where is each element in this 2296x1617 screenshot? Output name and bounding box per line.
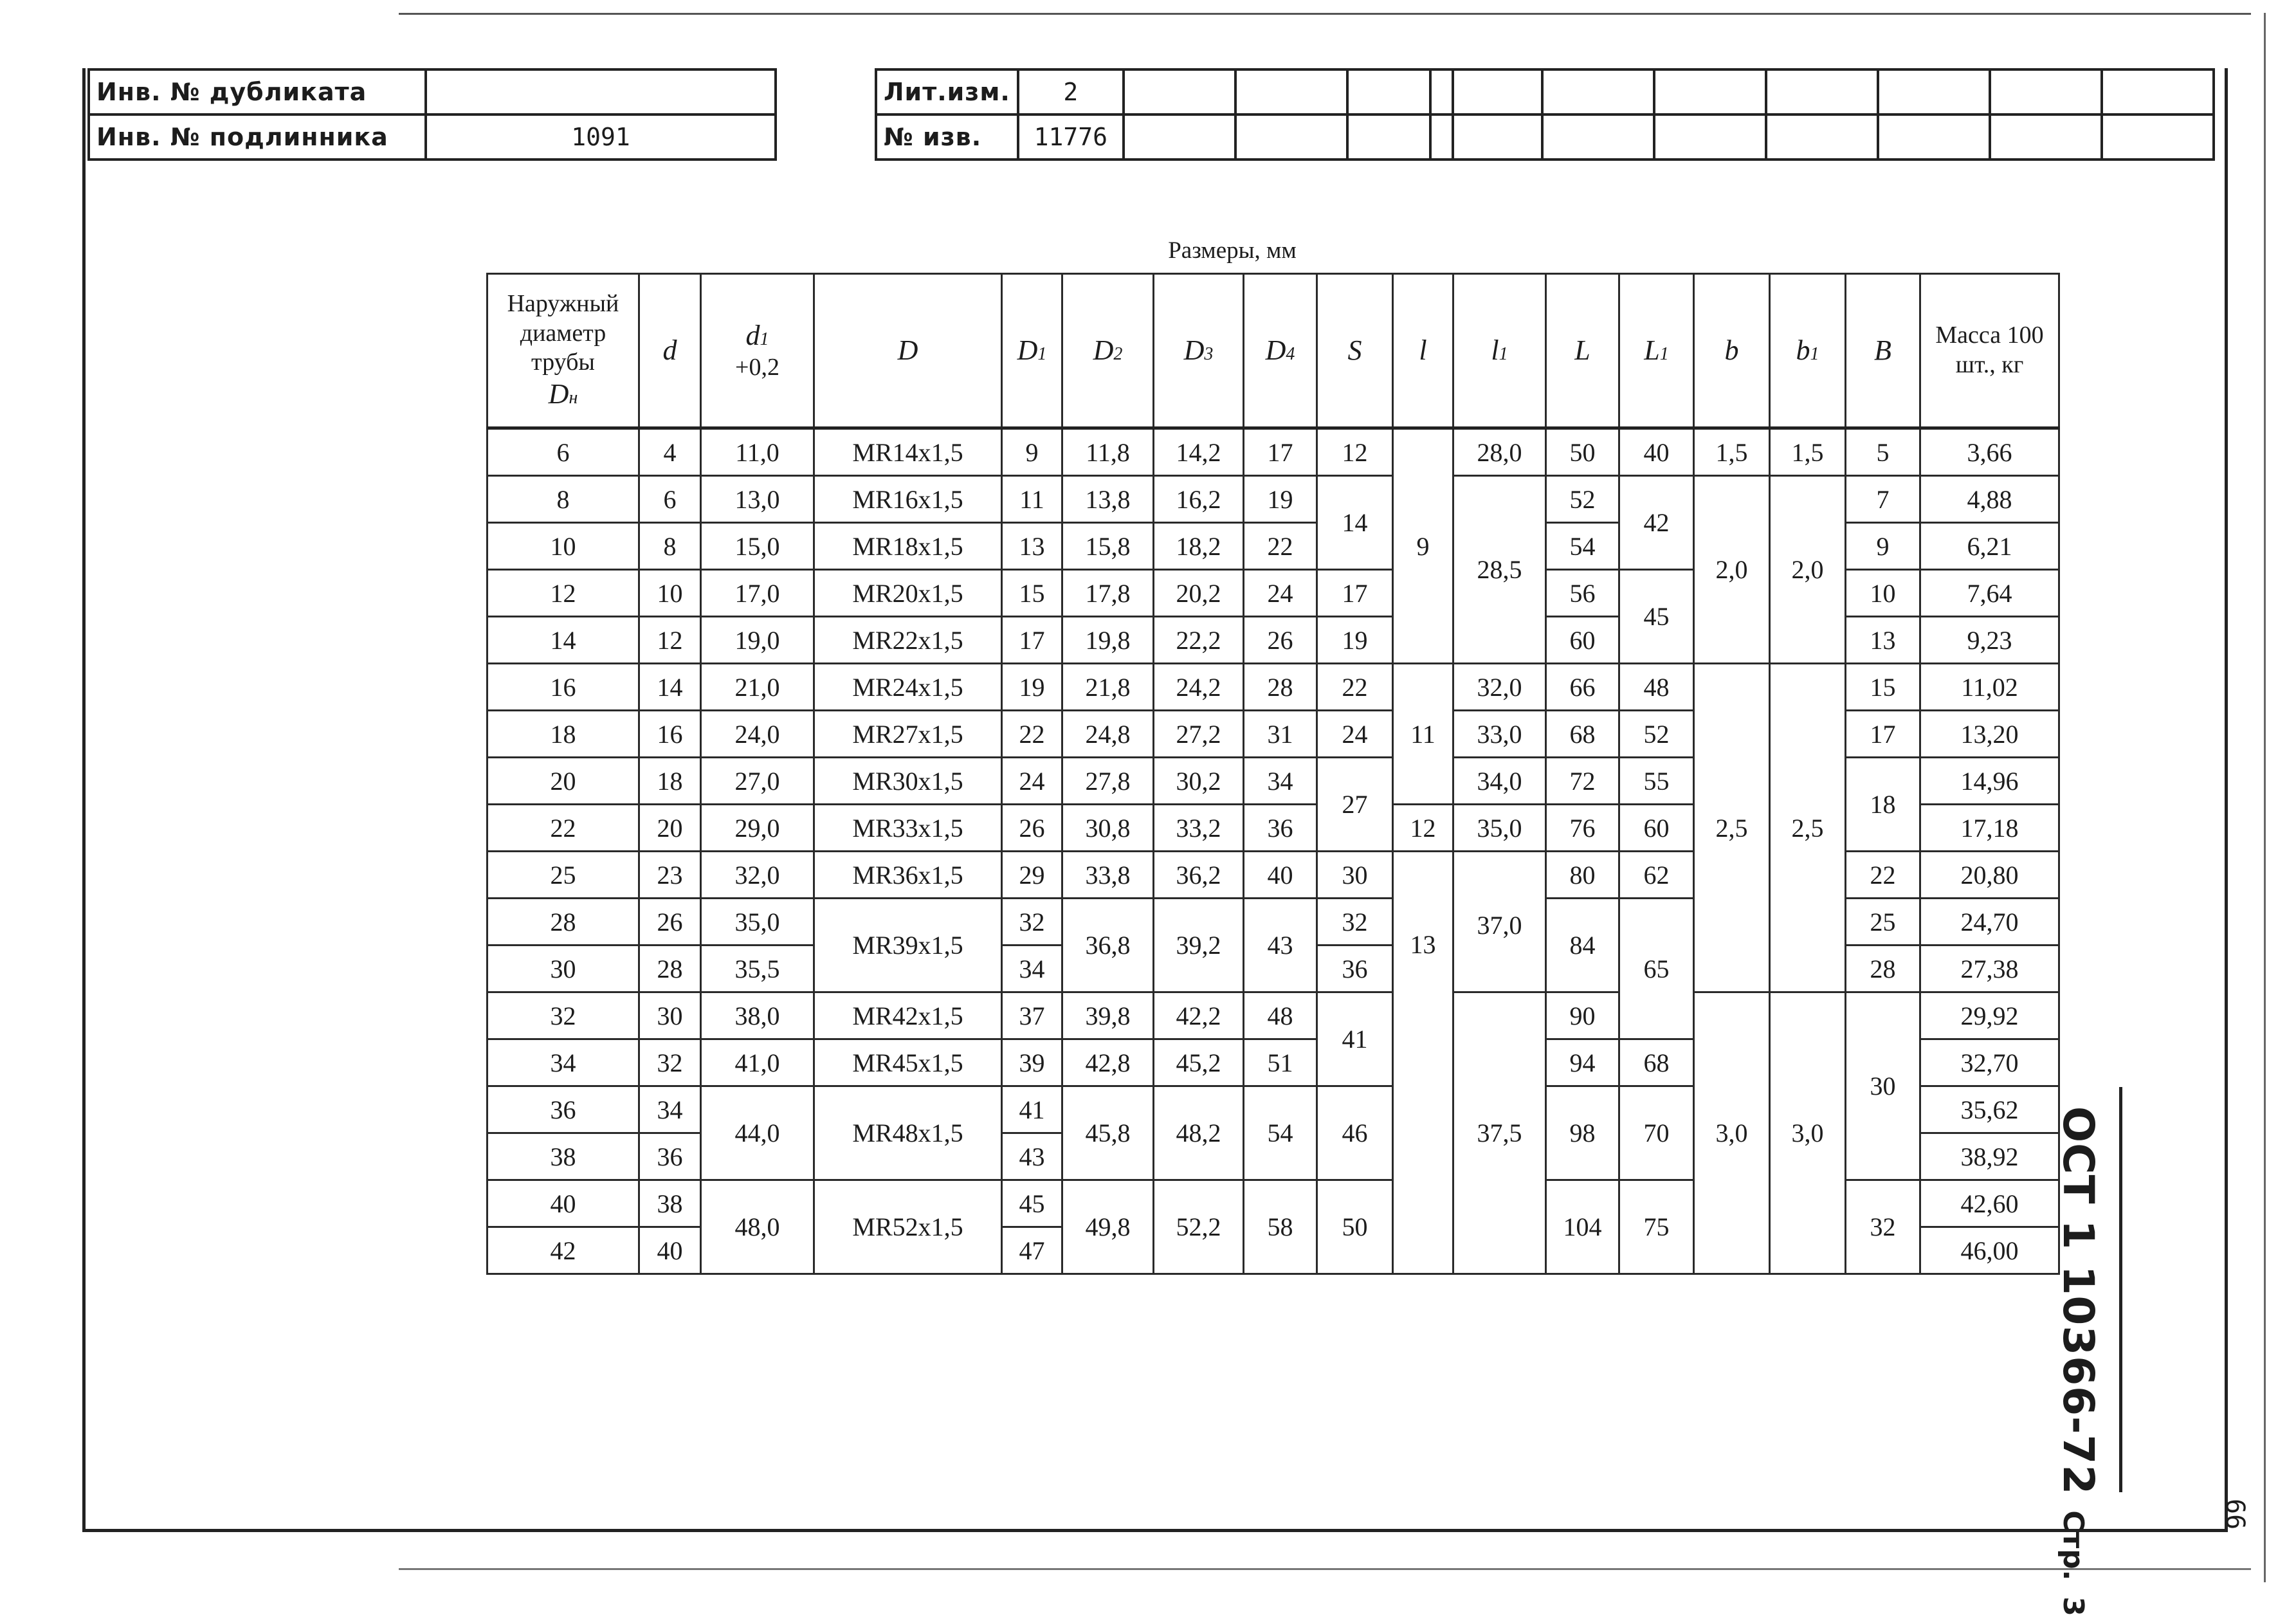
cell: 26 (1002, 805, 1062, 852)
cell: 14 (639, 664, 701, 711)
col-B: B (1846, 274, 1920, 428)
cell: 52 (1546, 476, 1619, 523)
col-D3: D3 (1154, 274, 1244, 428)
cell: 11,0 (701, 428, 814, 476)
cell: 12 (1393, 805, 1453, 852)
cell: 11 (1393, 664, 1453, 805)
cell: MR36x1,5 (814, 852, 1002, 899)
cell: 38 (487, 1133, 639, 1180)
col-b1: b1 (1770, 274, 1846, 428)
cell: 25 (487, 852, 639, 899)
cell: 104 (1546, 1180, 1619, 1274)
cell: 39 (1002, 1039, 1062, 1086)
col-d: d (639, 274, 701, 428)
cell: 30 (487, 946, 639, 992)
cell: 40 (1619, 428, 1694, 476)
cell: 5 (1846, 428, 1920, 476)
cell: 2,5 (1694, 664, 1770, 992)
cell: 11,02 (1920, 664, 2059, 711)
cell: 41 (1317, 992, 1393, 1086)
sheet-edge-right (2264, 13, 2266, 1582)
table-row (487, 476, 2059, 523)
cell: 12 (1317, 428, 1393, 476)
cell: 44,0 (701, 1086, 814, 1180)
cell: 35,62 (1920, 1086, 2059, 1133)
cell: 22,2 (1154, 617, 1244, 664)
cell: 42 (487, 1227, 639, 1274)
cell: 28 (1846, 946, 1920, 992)
cell: 66 (1546, 664, 1619, 711)
cell: 20 (487, 758, 639, 805)
cell: MR45x1,5 (814, 1039, 1002, 1086)
table-caption: Размеры, мм (1168, 237, 1297, 264)
cell: 51 (1244, 1039, 1317, 1086)
cell: 8 (639, 523, 701, 570)
cell: 40 (487, 1180, 639, 1227)
cell: 28,0 (1453, 428, 1546, 476)
cell: 76 (1546, 805, 1619, 852)
cell: 27,8 (1062, 758, 1154, 805)
col-L1: L1 (1619, 274, 1694, 428)
col-D4: D4 (1244, 274, 1317, 428)
cell: 34 (639, 1086, 701, 1133)
cell: 52 (1619, 711, 1694, 758)
cell: 28,5 (1453, 476, 1546, 664)
cell: 34 (1002, 946, 1062, 992)
cell: 27,2 (1154, 711, 1244, 758)
cell: 32,0 (1453, 664, 1546, 711)
cell: 15,0 (701, 523, 814, 570)
cell: 19 (1002, 664, 1062, 711)
col-D: D (814, 274, 1002, 428)
sheet-number: 66 (2220, 1499, 2250, 1530)
cell: 65 (1619, 899, 1694, 1039)
cell: 38,0 (701, 992, 814, 1039)
cell: 45,2 (1154, 1039, 1244, 1086)
cell: 17 (1002, 617, 1062, 664)
cell: 35,5 (701, 946, 814, 992)
cell: 47 (1002, 1227, 1062, 1274)
cell: 27,38 (1920, 946, 2059, 992)
sheet-edge-top (399, 13, 2251, 15)
cell: 58 (1244, 1180, 1317, 1274)
cell: 45,8 (1062, 1086, 1154, 1180)
cell: 94 (1546, 1039, 1619, 1086)
side-title-underline (2119, 1087, 2122, 1492)
cell: 10 (639, 570, 701, 617)
cell: 3,0 (1694, 992, 1770, 1274)
sheet-edge-bottom (399, 1568, 2251, 1570)
cell: 49,8 (1062, 1180, 1154, 1274)
cell: 37,5 (1453, 992, 1546, 1274)
cell: 17,0 (701, 570, 814, 617)
cell: MR24x1,5 (814, 664, 1002, 711)
revision-stamp-extra (1429, 68, 2215, 161)
cell: 1,5 (1770, 428, 1846, 476)
cell: 20,80 (1920, 852, 2059, 899)
cell: 16,2 (1154, 476, 1244, 523)
cell: 36 (1244, 805, 1317, 852)
cell: 32 (639, 1039, 701, 1086)
cell: 42 (1619, 476, 1694, 570)
cell: 13 (1393, 852, 1453, 1274)
cell: 2,5 (1770, 664, 1846, 992)
cell: 16 (487, 664, 639, 711)
cell: 22 (1002, 711, 1062, 758)
cell: 56 (1546, 570, 1619, 617)
cell: 68 (1546, 711, 1619, 758)
col-D1: D1 (1002, 274, 1062, 428)
cell: 52,2 (1154, 1180, 1244, 1274)
cell: 22 (1244, 523, 1317, 570)
cell: MR42x1,5 (814, 992, 1002, 1039)
cell: 6 (487, 428, 639, 476)
cell: 75 (1619, 1180, 1694, 1274)
cell: 19,0 (701, 617, 814, 664)
cell: 35,0 (1453, 805, 1546, 852)
cell: 24 (1002, 758, 1062, 805)
cell: 6 (639, 476, 701, 523)
cell: 24 (1244, 570, 1317, 617)
cell: 8 (487, 476, 639, 523)
cell: MR27x1,5 (814, 711, 1002, 758)
col-dn: Наружный диаметр трубы Dн (487, 274, 639, 428)
cell: 32 (487, 992, 639, 1039)
cell: 70 (1619, 1086, 1694, 1180)
cell: 15 (1002, 570, 1062, 617)
cell: 50 (1546, 428, 1619, 476)
cell: 36 (1317, 946, 1393, 992)
cell: 32,70 (1920, 1039, 2059, 1086)
side-document-code (2052, 1106, 2103, 1617)
cell: 37,0 (1453, 852, 1546, 992)
cell: 12 (639, 617, 701, 664)
inventory-stamp (87, 68, 777, 161)
cell: 7 (1846, 476, 1920, 523)
cell: 30,8 (1062, 805, 1154, 852)
cell: 45 (1619, 570, 1694, 664)
dup-label: Инв. № дубликата (89, 69, 426, 114)
cell: 26 (639, 899, 701, 946)
cell: 39,2 (1154, 899, 1244, 992)
cell: 34 (487, 1039, 639, 1086)
cell: 29,0 (701, 805, 814, 852)
cell: 18 (1846, 758, 1920, 852)
cell: 68 (1619, 1039, 1694, 1086)
cell: 35,0 (701, 899, 814, 946)
cell: 11,8 (1062, 428, 1154, 476)
cell: 45 (1002, 1180, 1062, 1227)
col-D2: D2 (1062, 274, 1154, 428)
cell: 46 (1317, 1086, 1393, 1180)
cell: 17,8 (1062, 570, 1154, 617)
cell: MR16x1,5 (814, 476, 1002, 523)
cell: 29,92 (1920, 992, 2059, 1039)
izv-value: 11776 (1018, 114, 1124, 160)
cell: 32,0 (701, 852, 814, 899)
table-row (487, 428, 2059, 476)
cell: 9,23 (1920, 617, 2059, 664)
cell: MR30x1,5 (814, 758, 1002, 805)
cell: 33,2 (1154, 805, 1244, 852)
cell: 19 (1317, 617, 1393, 664)
cell: 80 (1546, 852, 1619, 899)
col-S: S (1317, 274, 1393, 428)
cell: 24 (1317, 711, 1393, 758)
cell: 30 (639, 992, 701, 1039)
cell: 11 (1002, 476, 1062, 523)
cell: 36 (639, 1133, 701, 1180)
header-row (487, 274, 2059, 428)
cell: 17 (1244, 428, 1317, 476)
cell: 10 (487, 523, 639, 570)
cell: 42,8 (1062, 1039, 1154, 1086)
col-L: L (1546, 274, 1619, 428)
cell: 30,2 (1154, 758, 1244, 805)
cell: 62 (1619, 852, 1694, 899)
cell: 28 (639, 946, 701, 992)
cell: MR33x1,5 (814, 805, 1002, 852)
cell: 1,5 (1694, 428, 1770, 476)
cell: 2,0 (1770, 476, 1846, 664)
cell: 60 (1546, 617, 1619, 664)
cell: 42,2 (1154, 992, 1244, 1039)
dimensions-table (486, 273, 2060, 1275)
cell: 40 (1244, 852, 1317, 899)
cell: 13,20 (1920, 711, 2059, 758)
cell: 24,8 (1062, 711, 1154, 758)
cell: 25 (1846, 899, 1920, 946)
cell: 22 (487, 805, 639, 852)
cell: 42,60 (1920, 1180, 2059, 1227)
cell: MR52x1,5 (814, 1180, 1002, 1274)
cell: 34,0 (1453, 758, 1546, 805)
izv-label: № изв. (876, 114, 1018, 160)
cell: 36 (487, 1086, 639, 1133)
cell: 3,66 (1920, 428, 2059, 476)
cell: 30 (1317, 852, 1393, 899)
cell: 39,8 (1062, 992, 1154, 1039)
cell: MR48x1,5 (814, 1086, 1002, 1180)
cell: 46,00 (1920, 1227, 2059, 1274)
cell: 23 (639, 852, 701, 899)
col-l: l (1393, 274, 1453, 428)
cell: 33,8 (1062, 852, 1154, 899)
cell: 54 (1244, 1086, 1317, 1180)
cell: 32 (1317, 899, 1393, 946)
page-number: 3 (2057, 1596, 2090, 1617)
cell: 38 (639, 1180, 701, 1227)
cell: 28 (487, 899, 639, 946)
cell: 6,21 (1920, 523, 2059, 570)
cell: 2,0 (1694, 476, 1770, 664)
cell: 19 (1244, 476, 1317, 523)
cell: 55 (1619, 758, 1694, 805)
cell: 4,88 (1920, 476, 2059, 523)
cell: 17 (1846, 711, 1920, 758)
cell: MR20x1,5 (814, 570, 1002, 617)
cell: 48,2 (1154, 1086, 1244, 1180)
cell: 48 (1244, 992, 1317, 1039)
cell: 60 (1619, 805, 1694, 852)
cell: 22 (1846, 852, 1920, 899)
cell: 40 (639, 1227, 701, 1274)
cell: 50 (1317, 1180, 1393, 1274)
cell: 24,2 (1154, 664, 1244, 711)
cell: MR22x1,5 (814, 617, 1002, 664)
cell: 9 (1002, 428, 1062, 476)
cell: 17 (1317, 570, 1393, 617)
cell: 9 (1393, 428, 1453, 664)
col-b: b (1694, 274, 1770, 428)
cell: MR18x1,5 (814, 523, 1002, 570)
cell: 20 (639, 805, 701, 852)
lit-value: 2 (1018, 69, 1124, 114)
col-mass: Масса 100 шт., кг (1920, 274, 2059, 428)
cell: 27,0 (701, 758, 814, 805)
cell: 28 (1244, 664, 1317, 711)
cell: 29 (1002, 852, 1062, 899)
cell: MR39x1,5 (814, 899, 1002, 992)
cell: 37 (1002, 992, 1062, 1039)
cell: 36,8 (1062, 899, 1154, 992)
cell: 18 (639, 758, 701, 805)
cell: 7,64 (1920, 570, 2059, 617)
cell: 18,2 (1154, 523, 1244, 570)
cell: 14 (487, 617, 639, 664)
cell: 24,0 (701, 711, 814, 758)
cell: 16 (639, 711, 701, 758)
cell: 27 (1317, 758, 1393, 852)
cell: 15 (1846, 664, 1920, 711)
cell: 43 (1002, 1133, 1062, 1180)
cell: 26 (1244, 617, 1317, 664)
revision-stamp (875, 68, 1454, 161)
cell: 13 (1846, 617, 1920, 664)
cell: 41,0 (701, 1039, 814, 1086)
cell: 13,0 (701, 476, 814, 523)
cell: 9 (1846, 523, 1920, 570)
cell: 12 (487, 570, 639, 617)
cell: 72 (1546, 758, 1619, 805)
lit-label: Лит.изм. (876, 69, 1018, 114)
col-l1: l1 (1453, 274, 1546, 428)
cell: 4 (639, 428, 701, 476)
cell: 43 (1244, 899, 1317, 992)
cell: 21,0 (701, 664, 814, 711)
cell: 48 (1619, 664, 1694, 711)
cell: 3,0 (1770, 992, 1846, 1274)
cell: 13 (1002, 523, 1062, 570)
cell: 38,92 (1920, 1133, 2059, 1180)
cell: 30 (1846, 992, 1920, 1180)
cell: 14,96 (1920, 758, 2059, 805)
cell: 41 (1002, 1086, 1062, 1133)
dup-value (426, 69, 776, 114)
orig-label: Инв. № подлинника (89, 114, 426, 160)
cell: 33,0 (1453, 711, 1546, 758)
cell: 32 (1002, 899, 1062, 946)
cell: 48,0 (701, 1180, 814, 1274)
document-code: ОСТ 1 10366-72 (2054, 1106, 2103, 1495)
table-row (487, 992, 2059, 1039)
cell: 98 (1546, 1086, 1619, 1180)
cell: 22 (1317, 664, 1393, 711)
orig-value: 1091 (426, 114, 776, 160)
page-label: Стр. (2057, 1510, 2090, 1582)
cell: 10 (1846, 570, 1920, 617)
cell: 32 (1846, 1180, 1920, 1274)
cell: 84 (1546, 899, 1619, 992)
cell: 31 (1244, 711, 1317, 758)
cell: 14,2 (1154, 428, 1244, 476)
cell: 34 (1244, 758, 1317, 805)
cell: 13,8 (1062, 476, 1154, 523)
cell: 21,8 (1062, 664, 1154, 711)
cell: 20,2 (1154, 570, 1244, 617)
cell: 54 (1546, 523, 1619, 570)
cell: 18 (487, 711, 639, 758)
cell: 17,18 (1920, 805, 2059, 852)
cell: 90 (1546, 992, 1619, 1039)
cell: 24,70 (1920, 899, 2059, 946)
table-row (487, 664, 2059, 711)
cell: MR14x1,5 (814, 428, 1002, 476)
cell: 19,8 (1062, 617, 1154, 664)
cell: 36,2 (1154, 852, 1244, 899)
col-d1: d1 +0,2 (701, 274, 814, 428)
cell: 14 (1317, 476, 1393, 570)
cell: 15,8 (1062, 523, 1154, 570)
